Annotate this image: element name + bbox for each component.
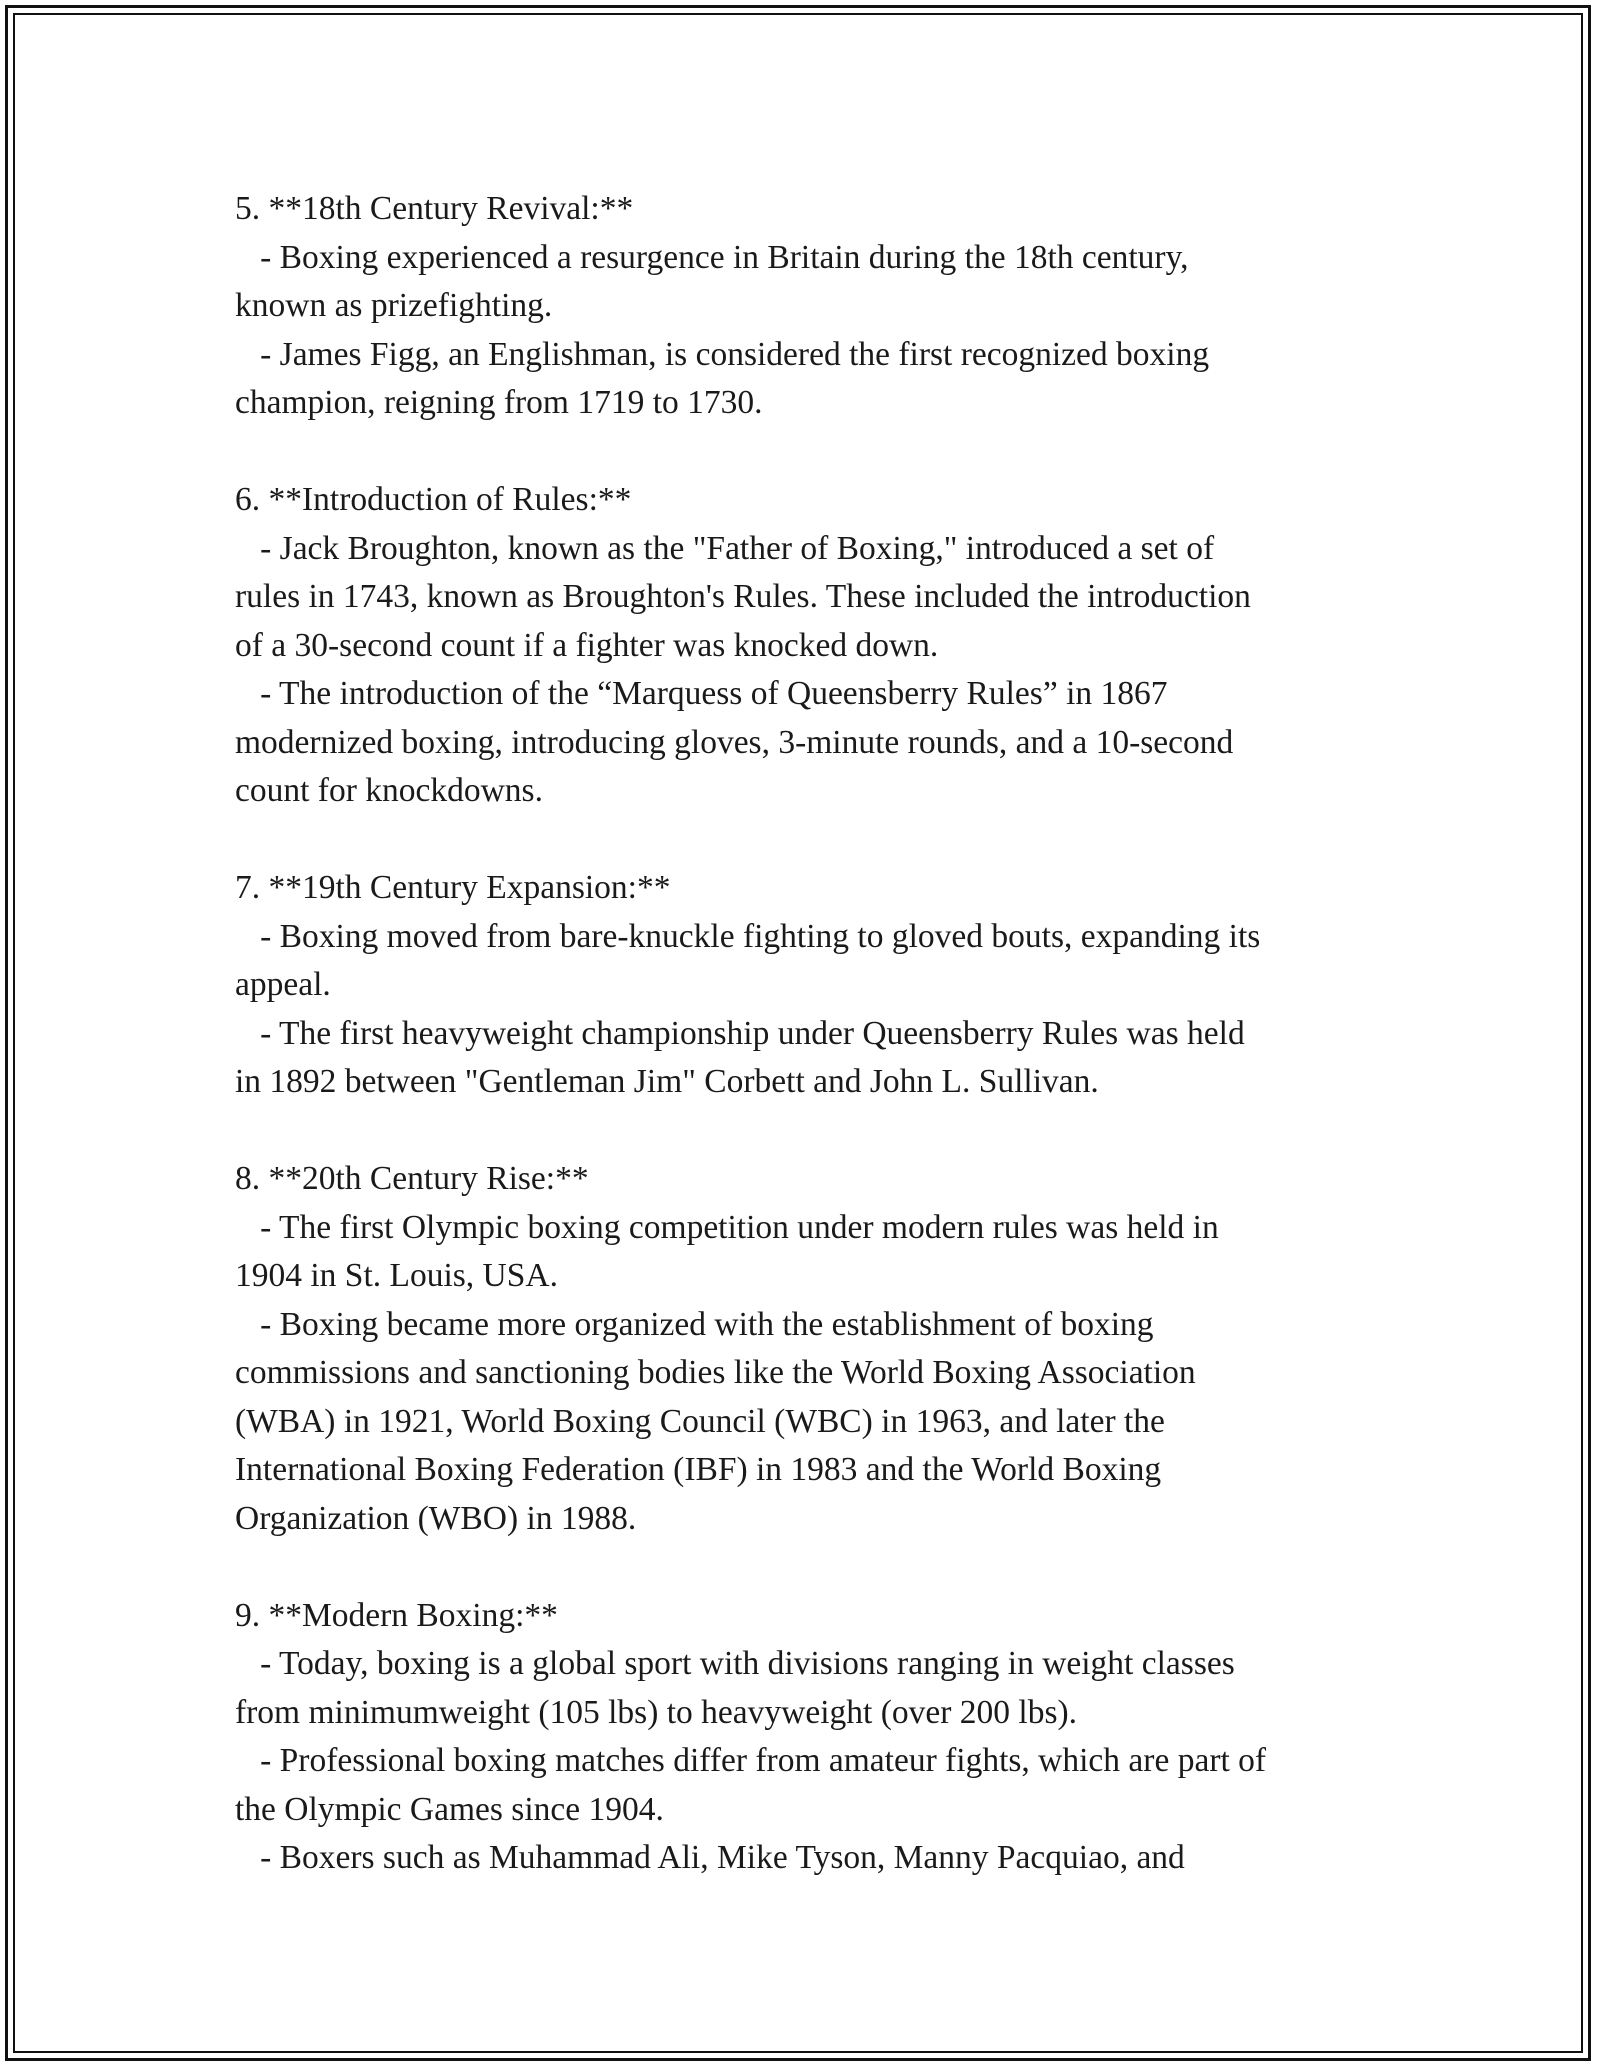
section-modern-boxing	[235, 1592, 1385, 1883]
text-line: champion, reigning from 1719 to 1730.	[235, 384, 763, 421]
text-line: in 1892 between "Gentleman Jim" Corbett and John L. Sullivan.	[235, 1063, 1099, 1100]
text-line: commissions and sanctioning bodies like the World Boxing Association	[235, 1354, 1196, 1391]
text-line: - Boxing moved from bare-knuckle fighting to gloved bouts, expanding its	[235, 917, 1261, 955]
section-heading: 6. **Introduction of Rules:**	[235, 481, 632, 518]
text-line: (WBA) in 1921, World Boxing Council (WBC) in 1963, and later the	[235, 1402, 1165, 1440]
section-heading: 8. **20th Century Rise:**	[235, 1160, 589, 1197]
text-line: known as prizefighting.	[235, 287, 553, 324]
section-heading: 7. **19th Century Expansion:**	[235, 869, 671, 906]
text-line: - Professional boxing matches differ from amateur fights, which are part of	[235, 1742, 1267, 1779]
text-line: International Boxing Federation (IBF) in 1983 and the World Boxing	[235, 1451, 1162, 1488]
section-20th-century-rise	[235, 1155, 1385, 1543]
text-line: - The introduction of the “Marquess of Queensberry Rules” in 1867	[235, 675, 1168, 712]
text-line: - Today, boxing is a global sport with divisions ranging in weight classes	[235, 1645, 1235, 1682]
section-18th-century-revival	[235, 185, 1385, 428]
document-body	[235, 185, 1385, 1931]
text-line: from minimumweight (105 lbs) to heavyweight (over 200 lbs).	[235, 1693, 1078, 1731]
section-introduction-of-rules	[235, 476, 1385, 816]
text-line: - The first heavyweight championship under Queensberry Rules was held	[235, 1014, 1245, 1052]
text-line: - The first Olympic boxing competition under modern rules was held in	[235, 1208, 1219, 1246]
text-line: modernized boxing, introducing gloves, 3-minute rounds, and a 10-second	[235, 723, 1234, 761]
text-line: - Boxing became more organized with the establishment of boxing	[235, 1305, 1154, 1343]
section-heading: 9. **Modern Boxing:**	[235, 1596, 558, 1634]
section-19th-century-expansion	[235, 864, 1385, 1107]
section-heading: 5. **18th Century Revival:**	[235, 190, 634, 227]
text-line: - Boxing experienced a resurgence in Britain during the 18th century,	[235, 238, 1189, 276]
text-line: Organization (WBO) in 1988.	[235, 1499, 637, 1537]
text-line: rules in 1743, known as Broughton's Rules. These included the introduction	[235, 578, 1251, 615]
text-line: 1904 in St. Louis, USA.	[235, 1257, 558, 1294]
text-line: - Jack Broughton, known as the "Father of Boxing," introduced a set of	[235, 529, 1215, 567]
text-line: appeal.	[235, 966, 331, 1003]
text-line: of a 30-second count if a fighter was knocked down.	[235, 626, 939, 664]
text-line: - James Figg, an Englishman, is considered the first recognized boxing	[235, 335, 1210, 373]
text-line: count for knockdowns.	[235, 772, 543, 809]
text-line: the Olympic Games since 1904.	[235, 1790, 664, 1828]
text-line: - Boxers such as Muhammad Ali, Mike Tyson, Manny Pacquiao, and	[235, 1839, 1185, 1876]
